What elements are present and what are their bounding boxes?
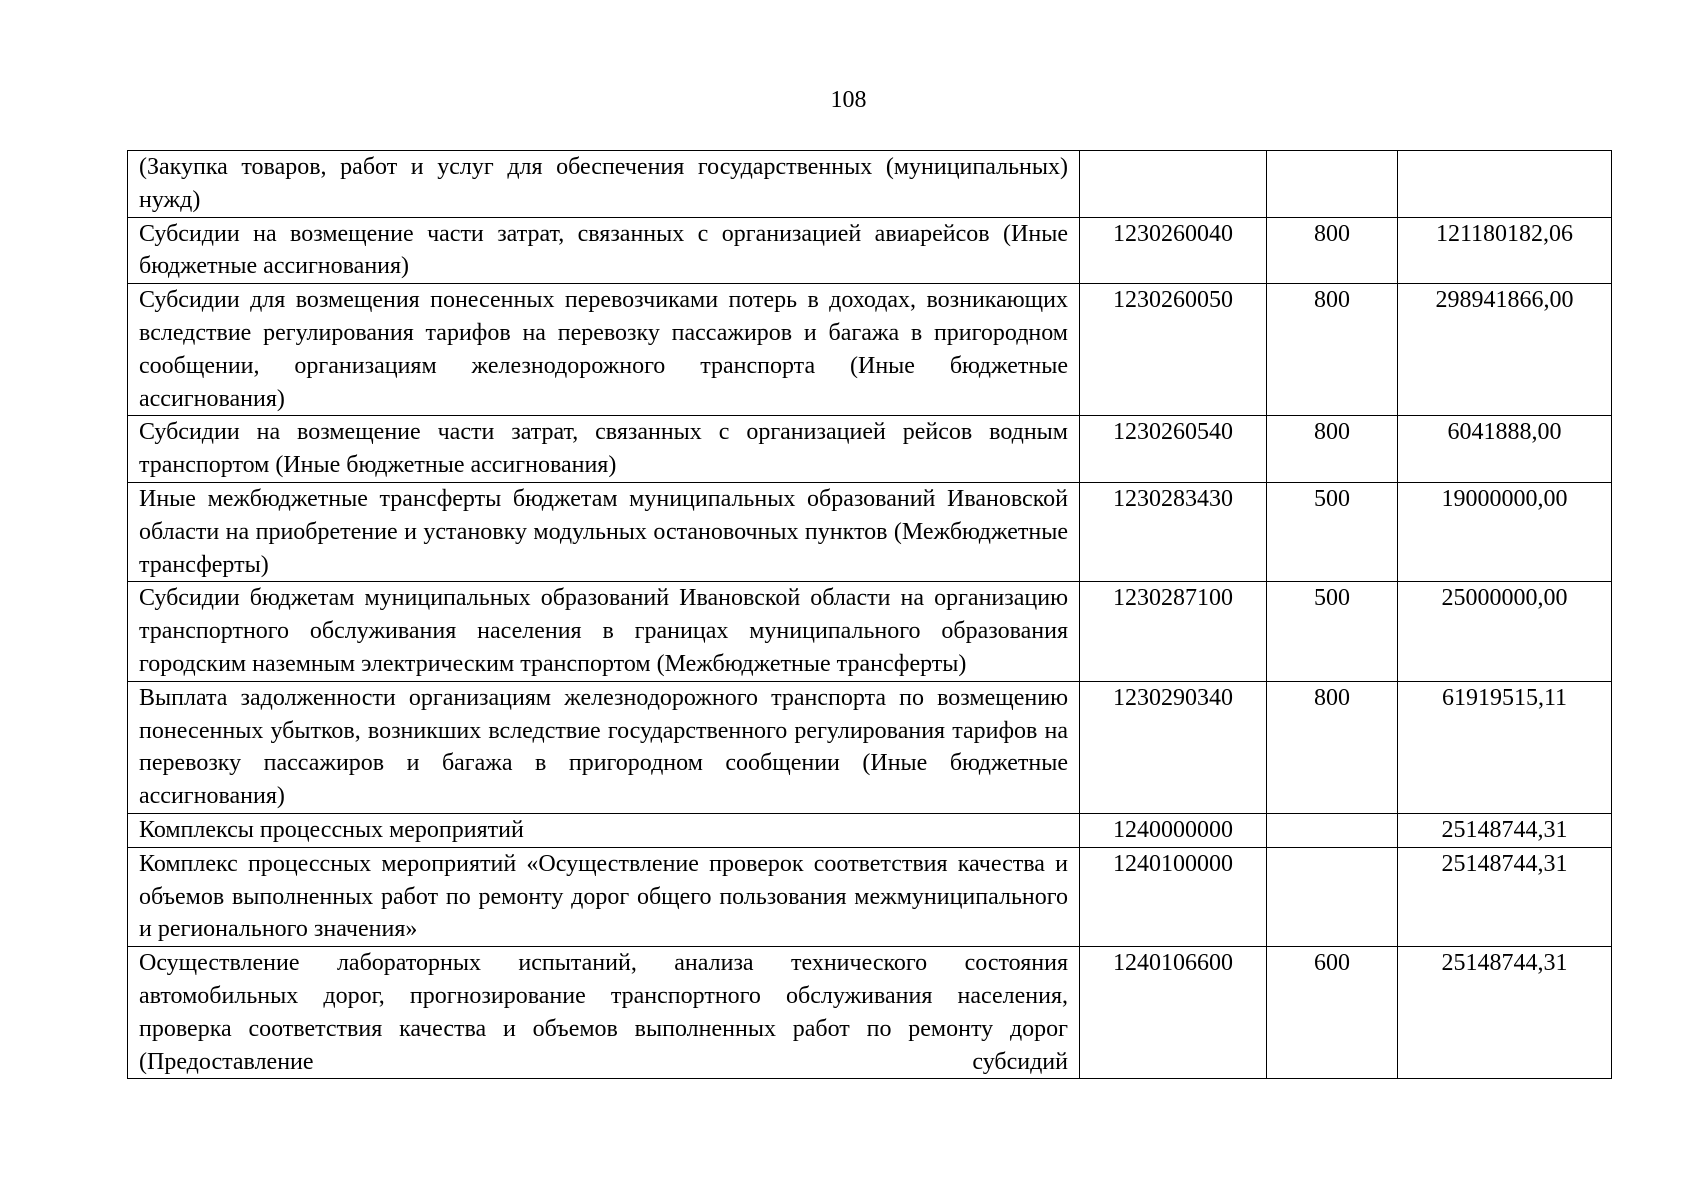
description-cell: Субсидии на возмещение части затрат, связанных с организацией рейсов водным транспортом (Иные бюджетные ассигнования) — [128, 416, 1080, 483]
description-cell: Комплекс процессных мероприятий «Осуществление проверок соответствия качества и объемов выполненных работ по ремонту дорог общего пользования межмуниципального и регионального значения» — [128, 847, 1080, 946]
amount-cell: 19000000,00 — [1398, 482, 1612, 581]
expense-type-cell — [1267, 813, 1398, 847]
amount-cell: 25148744,31 — [1398, 947, 1612, 1079]
expense-type-cell — [1267, 151, 1398, 218]
description-cell: Выплата задолженности организациям железнодорожного транспорта по возмещению понесенных убытков, возникших вследствие государственного регулирования тарифов на перевозку пассажиров и багажа в пригородном сообщении (Иные бюджетные ассигнования) — [128, 681, 1080, 813]
code-cell: 1230260050 — [1080, 284, 1267, 416]
expense-type-cell: 800 — [1267, 681, 1398, 813]
expense-type-cell: 800 — [1267, 416, 1398, 483]
description-cell: Субсидии для возмещения понесенных перевозчиками потерь в доходах, возникающих вследствие регулирования тарифов на перевозку пассажиров и багажа в пригородном сообщении, организациям железнодорожного транспорта (Иные бюджетные ассигнования) — [128, 284, 1080, 416]
code-cell: 1230290340 — [1080, 681, 1267, 813]
expense-type-cell: 800 — [1267, 284, 1398, 416]
code-cell: 1230287100 — [1080, 582, 1267, 681]
table-row — [128, 217, 1612, 284]
code-cell: 1230283430 — [1080, 482, 1267, 581]
expense-type-cell: 600 — [1267, 947, 1398, 1079]
expense-type-cell: 800 — [1267, 217, 1398, 284]
description-cell: Иные межбюджетные трансферты бюджетам муниципальных образований Ивановской области на приобретение и установку модульных остановочных пунктов (Межбюджетные трансферты) — [128, 482, 1080, 581]
amount-cell — [1398, 151, 1612, 218]
table-row — [128, 847, 1612, 946]
description-cell: Комплексы процессных мероприятий — [128, 813, 1080, 847]
table-row — [128, 416, 1612, 483]
amount-cell: 121180182,06 — [1398, 217, 1612, 284]
table-row — [128, 947, 1612, 1079]
code-cell: 1230260040 — [1080, 217, 1267, 284]
table-row — [128, 284, 1612, 416]
amount-cell: 6041888,00 — [1398, 416, 1612, 483]
description-cell: (Закупка товаров, работ и услуг для обеспечения государственных (муниципальных) нужд) — [128, 151, 1080, 218]
code-cell — [1080, 151, 1267, 218]
code-cell: 1240100000 — [1080, 847, 1267, 946]
amount-cell: 298941866,00 — [1398, 284, 1612, 416]
table-row — [128, 151, 1612, 218]
amount-cell: 25148744,31 — [1398, 813, 1612, 847]
amount-cell: 25148744,31 — [1398, 847, 1612, 946]
amount-cell: 25000000,00 — [1398, 582, 1612, 681]
code-cell: 1240000000 — [1080, 813, 1267, 847]
table-row — [128, 813, 1612, 847]
description-cell: Осуществление лабораторных испытаний, анализа технического состояния автомобильных дорог, прогнозирование транспортного обслуживания населения, проверка соответствия качества и объемов выполненных работ по ремонту дорог (Предоставление субсидий — [128, 947, 1080, 1079]
expense-type-cell: 500 — [1267, 582, 1398, 681]
page-number: 108 — [830, 87, 867, 113]
expense-type-cell — [1267, 847, 1398, 946]
table-row — [128, 681, 1612, 813]
code-cell: 1240106600 — [1080, 947, 1267, 1079]
description-cell: Субсидии бюджетам муниципальных образований Ивановской области на организацию транспортного обслуживания населения в границах муниципального образования городским наземным электрическим транспортом (Межбюджетные трансферты) — [128, 582, 1080, 681]
table-row — [128, 482, 1612, 581]
description-cell: Субсидии на возмещение части затрат, связанных с организацией авиарейсов (Иные бюджетные ассигнования) — [128, 217, 1080, 284]
expense-type-cell: 500 — [1267, 482, 1398, 581]
budget-table — [127, 150, 1612, 1079]
code-cell: 1230260540 — [1080, 416, 1267, 483]
amount-cell: 61919515,11 — [1398, 681, 1612, 813]
table-row — [128, 582, 1612, 681]
